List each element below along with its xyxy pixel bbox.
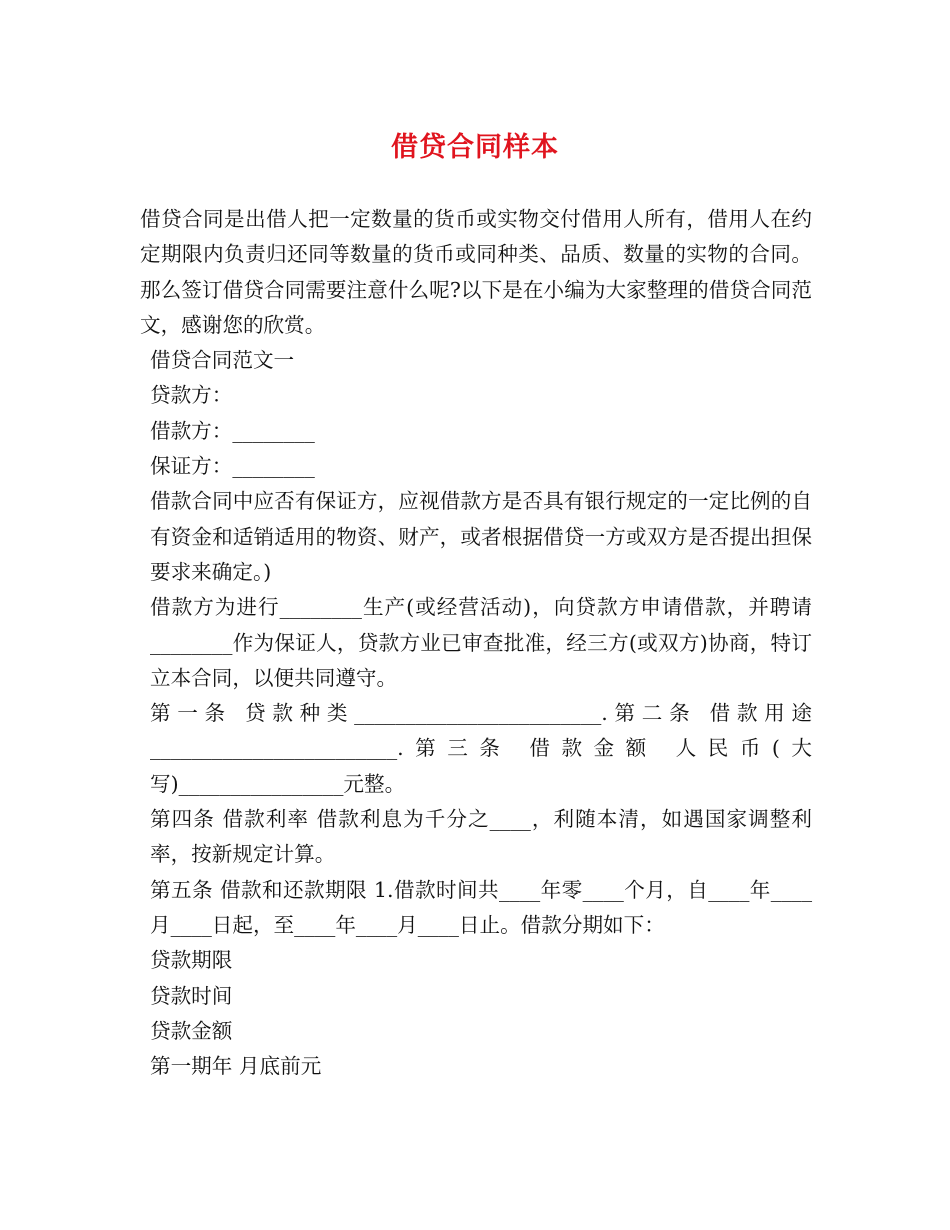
- articles-1-3-paragraph: 第一条 贷款种类________________________.第二条 借款用途________________________.第三条 借款金额 人民币(大写)________________元整。: [150, 701, 812, 796]
- intro-paragraph: 借贷合同是出借人把一定数量的货币或实物交付借用人所有，借用人在约定期限内负责归还同等数量的货币或同种类、品质、数量的实物的合同。那么签订借贷合同需要注意什么呢?以下是在小编为大家整理的借贷合同范文，感谢您的欣赏。: [140, 207, 812, 337]
- table-row-first-period: 第一期年 月底前元: [150, 1054, 322, 1079]
- section-heading: 借贷合同范文一: [150, 348, 295, 373]
- article-5-paragraph: 第五条 借款和还款期限 1.借款时间共____年零____个月，自____年____月____日起，至____年____月____日止。借款分期如下：: [150, 877, 812, 937]
- document-title: 借贷合同样本: [391, 132, 559, 163]
- table-label-term: 贷款期限: [150, 948, 233, 973]
- borrower-line: 借款方：________: [150, 418, 315, 443]
- document-body: [140, 202, 812, 1084]
- lender-line: 贷款方：: [150, 383, 233, 408]
- preamble-paragraph: 借款方为进行________生产(或经营活动)，向贷款方申请借款，并聘请________作为保证人，贷款方业已审查批准，经三方(或双方)协商，特订立本合同，以便共同遵守。: [150, 595, 812, 690]
- table-label-time: 贷款时间: [150, 983, 233, 1008]
- guarantor-line: 保证方：________: [150, 454, 315, 479]
- guarantor-note-paragraph: 借款合同中应否有保证方，应视借款方是否具有银行规定的一定比例的自有资金和适销适用的物资、财产，或者根据借贷一方或双方是否提出担保要求来确定。): [150, 489, 812, 584]
- article-4-paragraph: 第四条 借款利率 借款利息为千分之____，利随本清，如遇国家调整利率，按新规定计算。: [150, 807, 812, 867]
- table-label-amount: 贷款金额: [150, 1018, 233, 1043]
